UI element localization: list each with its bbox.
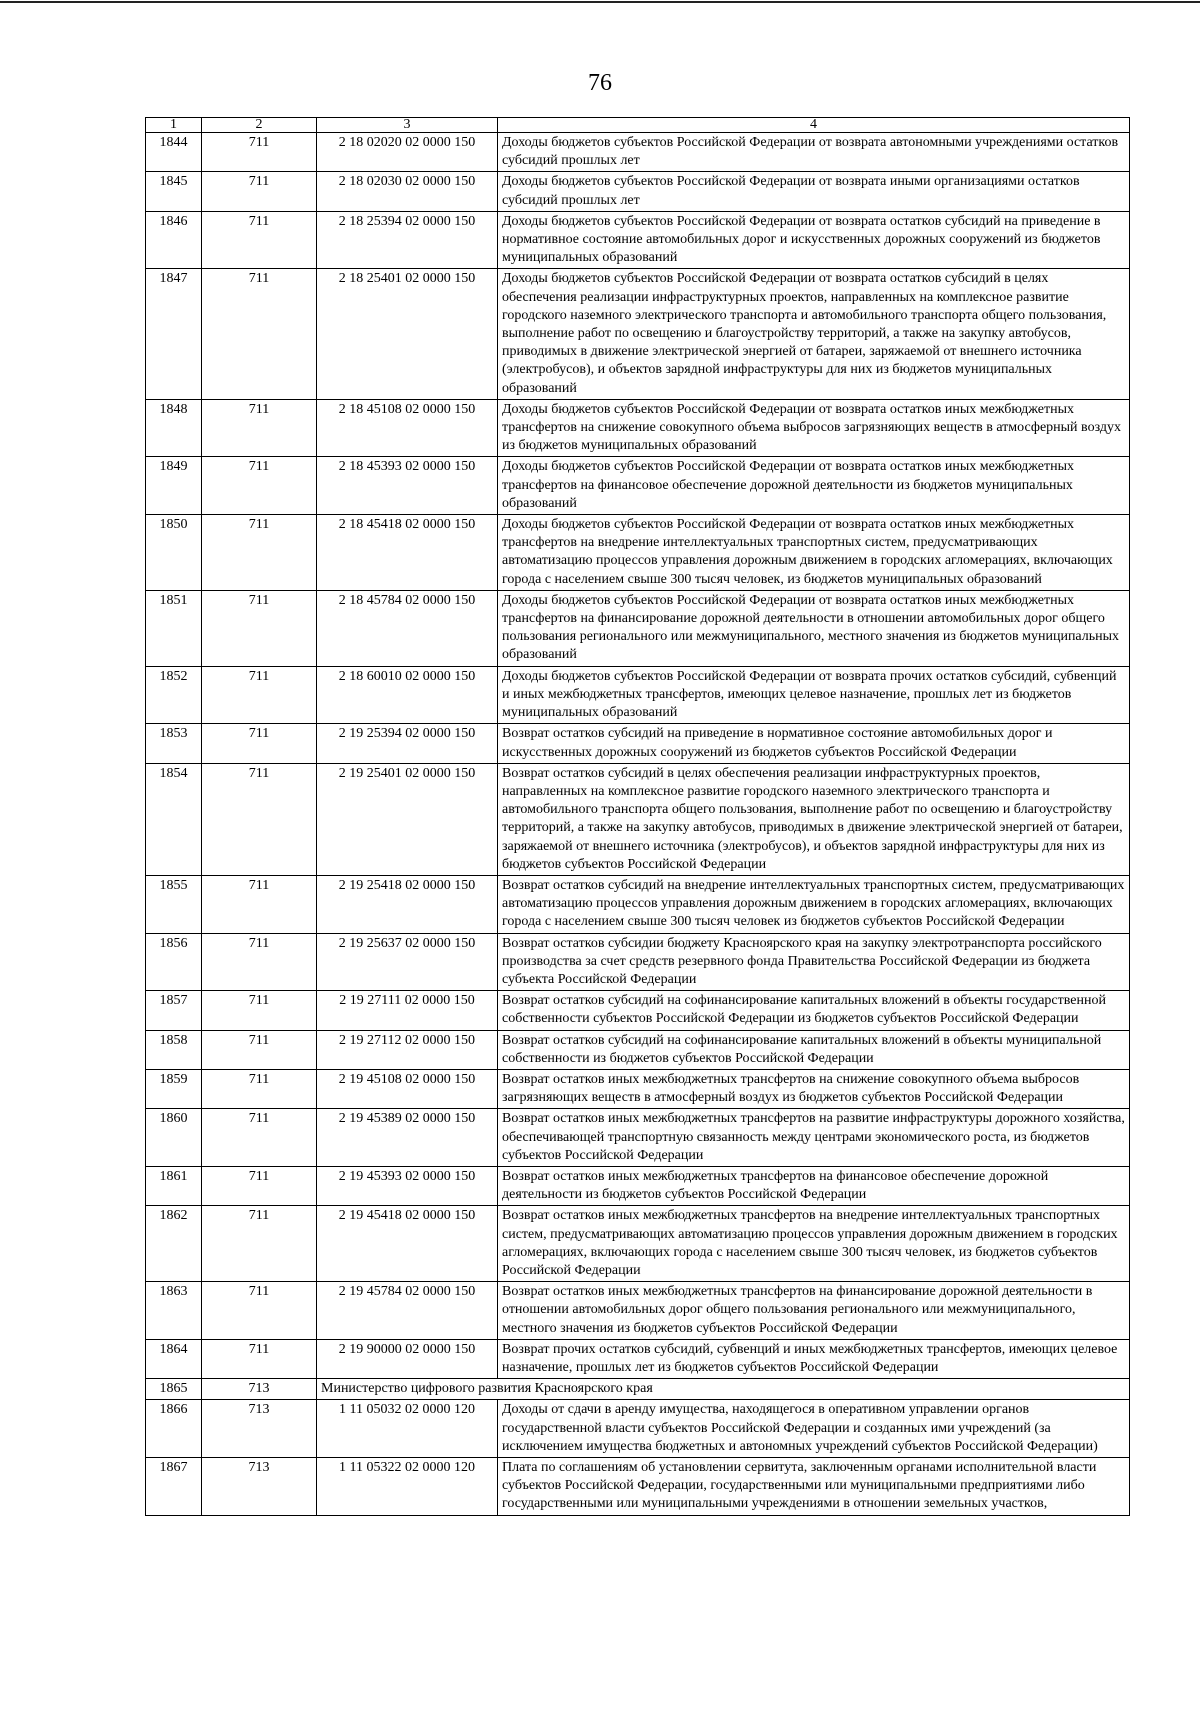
page-number: 76 [588, 70, 612, 96]
admin-code-cell: 711 [202, 1206, 317, 1282]
table-row [146, 724, 1130, 763]
row-number-cell: 1864 [146, 1339, 202, 1378]
budget-code-cell: 2 18 25401 02 0000 150 [317, 269, 498, 399]
admin-code-cell: 711 [202, 1339, 317, 1378]
budget-code-cell: 2 18 45418 02 0000 150 [317, 515, 498, 591]
income-name-cell: Доходы бюджетов субъектов Российской Федерации от возврата прочих остатков субсидий, субвенций и иных межбюджетных трансфертов, имеющих целевое назначение, прошлых лет из бюджетов муниципальных образований [498, 666, 1130, 724]
column-header: 4 [498, 118, 1130, 133]
table-row [146, 875, 1130, 933]
column-header: 2 [202, 118, 317, 133]
income-name-cell: Доходы бюджетов субъектов Российской Федерации от возврата остатков иных межбюджетных трансфертов на внедрение интеллектуальных транспортных систем, предусматривающих автоматизацию процессов управления дорожным движением в городских агломерациях, включающих города с населением свыше 300 тысяч человек, из бюджетов муниципальных образований [498, 515, 1130, 591]
admin-code-cell: 711 [202, 991, 317, 1030]
row-number-cell: 1845 [146, 172, 202, 211]
table-row [146, 1206, 1130, 1282]
budget-code-cell: 2 19 45418 02 0000 150 [317, 1206, 498, 1282]
income-name-cell: Возврат остатков иных межбюджетных трансфертов на внедрение интеллектуальных транспортных систем, предусматривающих автоматизацию процессов управления дорожным движением в городских агломерациях, включающих города с населением свыше 300 тысяч человек, из бюджетов субъектов Российской Федерации [498, 1206, 1130, 1282]
row-number-cell: 1846 [146, 211, 202, 269]
row-number-cell: 1851 [146, 590, 202, 666]
admin-code-cell: 711 [202, 1109, 317, 1167]
table-row [146, 1339, 1130, 1378]
table-row [146, 1400, 1130, 1458]
income-name-cell: Возврат остатков субсидий на приведение в нормативное состояние автомобильных дорог и искусственных дорожных сооружений из бюджетов субъектов Российской Федерации [498, 724, 1130, 763]
admin-code-cell: 711 [202, 763, 317, 875]
budget-code-cell: 2 19 45389 02 0000 150 [317, 1109, 498, 1167]
budget-code-cell: 2 18 45393 02 0000 150 [317, 457, 498, 515]
budget-code-cell: 2 19 27111 02 0000 150 [317, 991, 498, 1030]
table-row [146, 515, 1130, 591]
column-header: 1 [146, 118, 202, 133]
admin-code-cell: 711 [202, 211, 317, 269]
income-name-cell: Доходы от сдачи в аренду имущества, находящегося в оперативном управлении органов государственной власти субъектов Российской Федерации и созданных ими учреждений (за исключением имущества бюджетных и автономных учреждений субъектов Российской Федерации) [498, 1400, 1130, 1458]
admin-code-cell: 711 [202, 515, 317, 591]
budget-code-cell: 2 18 45108 02 0000 150 [317, 399, 498, 457]
scan-top-rule [0, 1, 1200, 3]
budget-code-cell: 1 11 05322 02 0000 120 [317, 1458, 498, 1516]
table-row [146, 269, 1130, 399]
row-number-cell: 1848 [146, 399, 202, 457]
row-number-cell: 1844 [146, 133, 202, 172]
row-number-cell: 1850 [146, 515, 202, 591]
table-row [146, 172, 1130, 211]
row-number-cell: 1852 [146, 666, 202, 724]
admin-code-cell: 711 [202, 724, 317, 763]
budget-code-cell: 2 19 27112 02 0000 150 [317, 1030, 498, 1069]
admin-code-cell: 711 [202, 590, 317, 666]
budget-code-cell: 2 19 25418 02 0000 150 [317, 875, 498, 933]
table-row [146, 1379, 1130, 1400]
administrator-name-cell: Министерство цифрового развития Красноярского края [317, 1379, 1130, 1400]
row-number-cell: 1860 [146, 1109, 202, 1167]
income-name-cell: Плата по соглашениям об установлении сервитута, заключенным органами исполнительной власти субъектов Российской Федерации, государственными или муниципальными предприятиями либо государственными или муниципальными учреждениями в отношении земельных участков, [498, 1458, 1130, 1516]
row-number-cell: 1849 [146, 457, 202, 515]
income-name-cell: Доходы бюджетов субъектов Российской Федерации от возврата автономными учреждениями остатков субсидий прошлых лет [498, 133, 1130, 172]
admin-code-cell: 711 [202, 1030, 317, 1069]
admin-code-cell: 711 [202, 933, 317, 991]
income-name-cell: Возврат остатков субсидий на внедрение интеллектуальных транспортных систем, предусматривающих автоматизацию процессов управления дорожным движением в городских агломерациях, включающих города с населением свыше 300 тысяч человек из бюджетов субъектов Российской Федерации [498, 875, 1130, 933]
admin-code-cell: 711 [202, 1166, 317, 1205]
table-row [146, 1069, 1130, 1108]
admin-code-cell: 711 [202, 666, 317, 724]
table-row [146, 1030, 1130, 1069]
table-row [146, 133, 1130, 172]
row-number-cell: 1863 [146, 1282, 202, 1340]
table-row [146, 457, 1130, 515]
row-number-cell: 1865 [146, 1379, 202, 1400]
income-name-cell: Возврат остатков субсидий в целях обеспечения реализации инфраструктурных проектов, направленных на комплексное развитие городского наземного электрического транспорта и автомобильного транспорта общего пользования, выполнение работ по освещению и благоустройству территорий, а также на закупку автобусов, приводимых в движение электрической энергией от батареи, заряжаемой от внешнего источника (электробусов), и объектов зарядной инфраструктуры для них из бюджетов субъектов Российской Федерации [498, 763, 1130, 875]
row-number-cell: 1847 [146, 269, 202, 399]
budget-code-cell: 2 19 25401 02 0000 150 [317, 763, 498, 875]
admin-code-cell: 711 [202, 133, 317, 172]
row-number-cell: 1855 [146, 875, 202, 933]
admin-code-cell: 713 [202, 1379, 317, 1400]
table-header-row [146, 118, 1130, 133]
row-number-cell: 1854 [146, 763, 202, 875]
admin-code-cell: 711 [202, 457, 317, 515]
row-number-cell: 1866 [146, 1400, 202, 1458]
budget-code-cell: 2 18 02020 02 0000 150 [317, 133, 498, 172]
table-row [146, 1166, 1130, 1205]
table-row [146, 211, 1130, 269]
table-row [146, 666, 1130, 724]
admin-code-cell: 711 [202, 875, 317, 933]
table-row [146, 991, 1130, 1030]
income-name-cell: Доходы бюджетов субъектов Российской Федерации от возврата остатков субсидий в целях обеспечения реализации инфраструктурных проектов, направленных на комплексное развитие городского наземного электрического транспорта и автомобильного транспорта общего пользования, выполнение работ по освещению и благоустройству территорий, а также на закупку автобусов, приводимых в движение электрической энергией от батареи, заряжаемой от внешнего источника (электробусов), и объектов зарядной инфраструктуры для них из бюджетов муниципальных образований [498, 269, 1130, 399]
row-number-cell: 1858 [146, 1030, 202, 1069]
table-row [146, 1109, 1130, 1167]
table-row [146, 399, 1130, 457]
row-number-cell: 1856 [146, 933, 202, 991]
income-name-cell: Возврат прочих остатков субсидий, субвенций и иных межбюджетных трансфертов, имеющих целевое назначение, прошлых лет из бюджетов субъектов Российской Федерации [498, 1339, 1130, 1378]
budget-code-cell: 2 19 45393 02 0000 150 [317, 1166, 498, 1205]
row-number-cell: 1859 [146, 1069, 202, 1108]
income-name-cell: Возврат остатков субсидий на софинансирование капитальных вложений в объекты муниципальной собственности из бюджетов субъектов Российской Федерации [498, 1030, 1130, 1069]
budget-code-cell: 1 11 05032 02 0000 120 [317, 1400, 498, 1458]
table-row [146, 1282, 1130, 1340]
budget-code-cell: 2 18 45784 02 0000 150 [317, 590, 498, 666]
income-name-cell: Возврат остатков иных межбюджетных трансфертов на развитие инфраструктуры дорожного хозяйства, обеспечивающей транспортную связанность между центрами экономического роста, из бюджетов субъектов Российской Федерации [498, 1109, 1130, 1167]
budget-code-cell: 2 19 25394 02 0000 150 [317, 724, 498, 763]
budget-code-cell: 2 19 90000 02 0000 150 [317, 1339, 498, 1378]
admin-code-cell: 713 [202, 1400, 317, 1458]
row-number-cell: 1853 [146, 724, 202, 763]
budget-code-cell: 2 18 60010 02 0000 150 [317, 666, 498, 724]
row-number-cell: 1861 [146, 1166, 202, 1205]
admin-code-cell: 711 [202, 172, 317, 211]
admin-code-cell: 711 [202, 269, 317, 399]
admin-code-cell: 711 [202, 1282, 317, 1340]
revenue-codes-table [145, 117, 1130, 1516]
budget-code-cell: 2 18 25394 02 0000 150 [317, 211, 498, 269]
row-number-cell: 1862 [146, 1206, 202, 1282]
admin-code-cell: 711 [202, 399, 317, 457]
table-body [146, 133, 1130, 1516]
table-row [146, 590, 1130, 666]
table-row [146, 1458, 1130, 1516]
income-name-cell: Доходы бюджетов субъектов Российской Федерации от возврата остатков иных межбюджетных трансфертов на финансирование дорожной деятельности в отношении автомобильных дорог общего пользования регионального или межмуниципального, местного значения из бюджетов муниципальных образований [498, 590, 1130, 666]
admin-code-cell: 711 [202, 1069, 317, 1108]
row-number-cell: 1867 [146, 1458, 202, 1516]
income-name-cell: Доходы бюджетов субъектов Российской Федерации от возврата остатков субсидий на приведение в нормативное состояние автомобильных дорог и искусственных дорожных сооружений из бюджетов муниципальных образований [498, 211, 1130, 269]
budget-code-cell: 2 18 02030 02 0000 150 [317, 172, 498, 211]
row-number-cell: 1857 [146, 991, 202, 1030]
table-row [146, 763, 1130, 875]
column-header: 3 [317, 118, 498, 133]
income-name-cell: Возврат остатков иных межбюджетных трансфертов на снижение совокупного объема выбросов загрязняющих веществ в атмосферный воздух из бюджетов субъектов Российской Федерации [498, 1069, 1130, 1108]
admin-code-cell: 713 [202, 1458, 317, 1516]
budget-code-cell: 2 19 45784 02 0000 150 [317, 1282, 498, 1340]
budget-code-cell: 2 19 25637 02 0000 150 [317, 933, 498, 991]
income-name-cell: Доходы бюджетов субъектов Российской Федерации от возврата иными организациями остатков субсидий прошлых лет [498, 172, 1130, 211]
income-name-cell: Возврат остатков иных межбюджетных трансфертов на финансовое обеспечение дорожной деятельности из бюджетов субъектов Российской Федерации [498, 1166, 1130, 1205]
income-name-cell: Возврат остатков субсидии бюджету Красноярского края на закупку электротранспорта российского производства за счет средств резервного фонда Правительства Российской Федерации из бюджета субъекта Российской Федерации [498, 933, 1130, 991]
income-name-cell: Возврат остатков иных межбюджетных трансфертов на финансирование дорожной деятельности в отношении автомобильных дорог общего пользования регионального или межмуниципального, местного значения из бюджетов субъектов Российской Федерации [498, 1282, 1130, 1340]
income-name-cell: Доходы бюджетов субъектов Российской Федерации от возврата остатков иных межбюджетных трансфертов на финансовое обеспечение дорожной деятельности из бюджетов муниципальных образований [498, 457, 1130, 515]
budget-code-cell: 2 19 45108 02 0000 150 [317, 1069, 498, 1108]
income-name-cell: Возврат остатков субсидий на софинансирование капитальных вложений в объекты государственной собственности субъектов Российской Федерации из бюджетов субъектов Российской Федерации [498, 991, 1130, 1030]
table-row [146, 933, 1130, 991]
income-name-cell: Доходы бюджетов субъектов Российской Федерации от возврата остатков иных межбюджетных трансфертов на снижение совокупного объема выбросов загрязняющих веществ в атмосферный воздух из бюджетов муниципальных образований [498, 399, 1130, 457]
